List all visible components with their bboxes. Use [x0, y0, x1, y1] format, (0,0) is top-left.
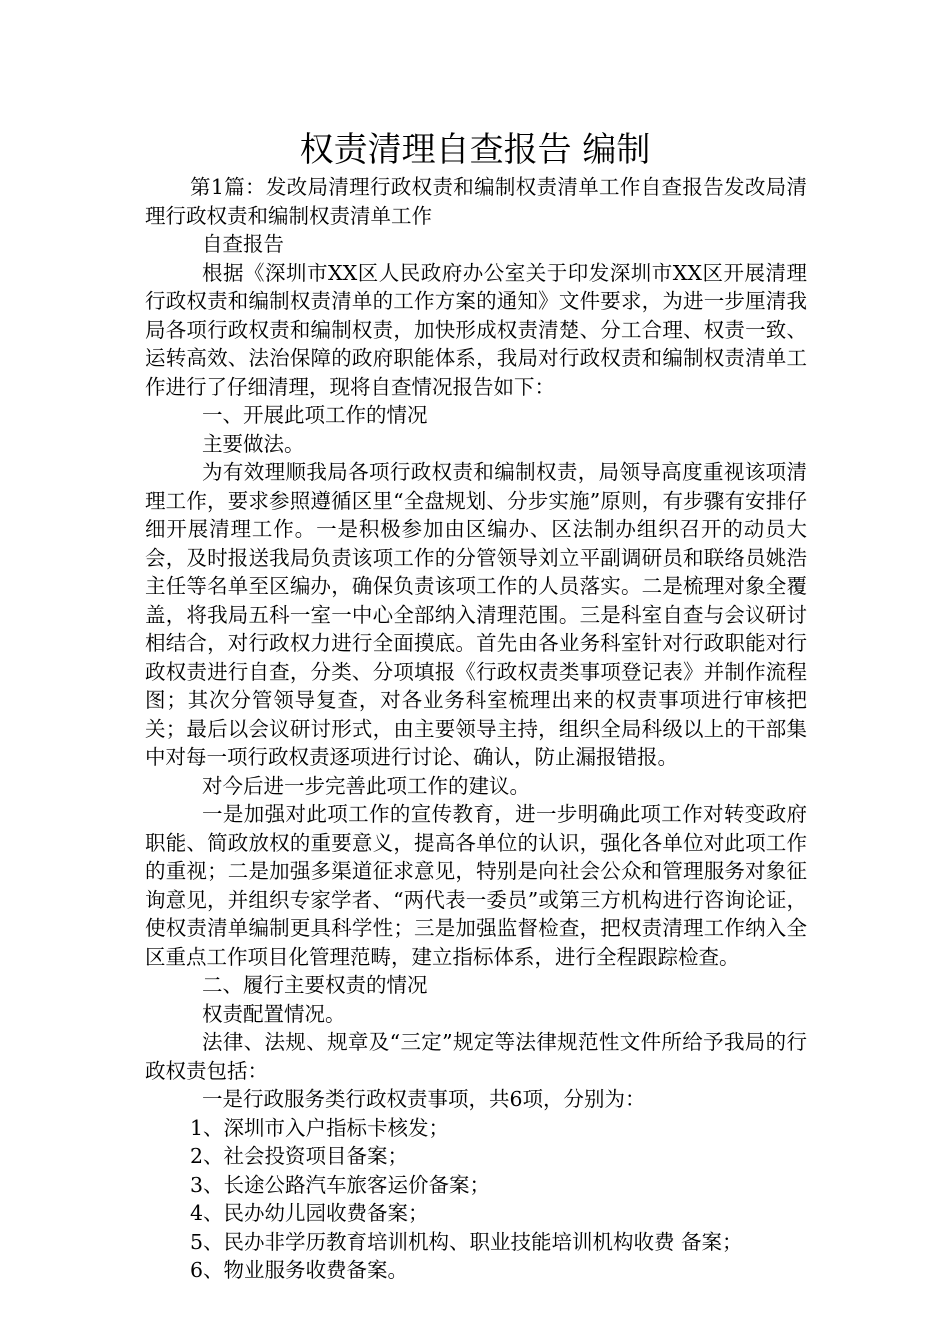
paragraph: 一是行政服务类行政权责事项，共6项，分别为： [202, 1087, 646, 1111]
document-title: 权责清理自查报告 编制 [299, 130, 651, 170]
list-item: 5、民办非学历教育培训机构、职业技能培训机构收费 备案； [190, 1229, 743, 1254]
paragraph: 一是加强对此项工作的宣传教育，进一步明确此项工作对转变政府职能、简政放权的重要意义，提高各单位的认识，强化各单位对此项工作的重视；二是加强多渠道征求意见，特别是向社会公众和管理服务对象征询意见，并组织专家学者、“两代表一委员”或第三方机构进行咨询论证，使权责清单编制更具科学性；三是加强监督检查，把权责清理工作纳入全区重点工作项目化管理范畴，建立指标体系，进行全程跟踪检查。 [145, 802, 807, 969]
list-item: 6、物业服务收费备案。 [190, 1258, 409, 1282]
paragraph: 为有效理顺我局各项行政权责和编制权责，局领导高度重视该项清理工作，要求参照遵循区里“全盘规划、分步实施”原则，有步骤有安排仔细开展清理工作。一是积极参加由区编办、区法制办组织召开的动员大会，及时报送我局负责该项工作的分管领导刘立平副调研员和联络员姚浩主任等名单至区编办，确保负责该项工作的人员落实。二是梳理对象全覆盖，将我局五科一室一中心全部纳入清理范围。三是科室自查与会议研讨相结合，对行政权力进行全面摸底。首先由各业务科室针对行政职能对行政权责进行自查，分类、分项填报《行政权责类事项登记表》并制作流程图；其次分管领导复查，对各业务科室梳理出来的权责事项进行审核把关；最后以会议研讨形式，由主要领导主持，组织全局科级以上的干部集中对每一项行政权责逐项进行讨论、确认，防止漏报错报。 [145, 460, 807, 769]
list-item: 3、长途公路汽车旅客运价备案； [190, 1172, 491, 1197]
document-body [145, 173, 807, 1285]
paragraph: 权责配置情况。 [202, 1001, 346, 1026]
section-heading: 二、履行主要权责的情况 [202, 973, 428, 997]
paragraph: 根据《深圳市XX区人民政府办公室关于印发深圳市XX区开展清理行政权责和编制权责清单的工作方案的通知》文件要求，为进一步厘清我局各项行政权责和编制权责，加快形成权责清楚、分工合理、权责一致、运转高效、法治保障的政府职能体系，我局对行政权责和编制权责清单工作进行了仔细清理，现将自查情况报告如下： [145, 260, 807, 399]
paragraph: 第1篇：发改局清理行政权责和编制权责清单工作自查报告发改局清理行政权责和编制权责清单工作 [145, 175, 807, 228]
list-item: 2、社会投资项目备案； [190, 1144, 409, 1168]
paragraph: 法律、法规、规章及“三定”规定等法律规范性文件所给予我局的行政权责包括： [145, 1030, 807, 1083]
paragraph: 自查报告 [202, 232, 284, 256]
section-heading: 一、开展此项工作的情况 [202, 403, 428, 427]
paragraph: 对今后进一步完善此项工作的建议。 [202, 773, 530, 798]
list-item: 4、民办幼儿园收费备案； [190, 1201, 429, 1225]
list-item: 1、深圳市入户指标卡核发； [190, 1115, 450, 1140]
paragraph: 主要做法。 [202, 431, 305, 456]
